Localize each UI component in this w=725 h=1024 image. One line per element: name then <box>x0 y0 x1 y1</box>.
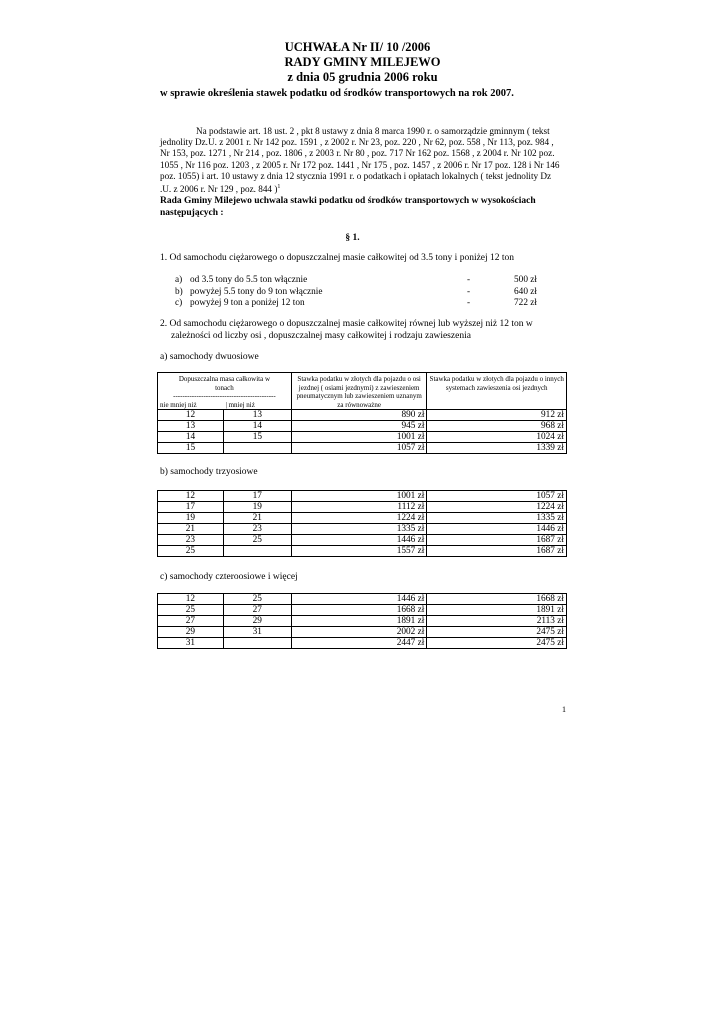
cell-max: 29 <box>223 616 291 627</box>
legal-basis <box>160 126 560 195</box>
header-dashes: -------------------------------------------- <box>173 392 276 400</box>
header-max: | mniej niż <box>223 401 291 410</box>
list-item <box>175 287 540 299</box>
point-2-line-2: zależności od liczby osi , dopuszczalnej masy całkowitej i rodzaju zawieszenia <box>171 330 471 341</box>
cell-min: 12 <box>158 594 224 605</box>
table-row <box>158 605 567 616</box>
cell-min: 27 <box>158 616 224 627</box>
cell-max <box>223 546 291 557</box>
cell-max <box>223 638 291 649</box>
list-item <box>175 298 540 310</box>
table-row <box>158 594 567 605</box>
council-name: RADY GMINY MILEJEWO <box>284 55 441 69</box>
table-row <box>158 432 567 443</box>
cell-max <box>223 443 291 454</box>
resolution-date: z dnia 05 grudnia 2006 roku <box>287 70 438 84</box>
cell-rate-pneumatic: 1001 zł <box>291 491 427 502</box>
cell-rate-pneumatic: 1112 zł <box>291 502 427 513</box>
cell-rate-pneumatic: 1668 zł <box>291 605 427 616</box>
cell-min: 21 <box>158 524 224 535</box>
point-1-list <box>175 275 540 310</box>
cell-rate-other: 2475 zł <box>427 627 567 638</box>
cell-rate-other: 1057 zł <box>427 491 567 502</box>
header-pneumatic-rate: Stawka podatku w złotych dla pojazdu o osi jezdnej ( osiami jezdnymi) z zawieszeniem pneumatycznym lub zawieszeniem uznanym za równoważne <box>291 373 427 410</box>
cell-rate-other: 1687 zł <box>427 546 567 557</box>
cell-min: 15 <box>158 443 224 454</box>
cell-max: 31 <box>223 627 291 638</box>
cell-max: 19 <box>223 502 291 513</box>
cell-min: 12 <box>158 491 224 502</box>
table-row <box>158 410 567 421</box>
cell-rate-other: 1687 zł <box>427 535 567 546</box>
list-item-mark: c) <box>175 298 183 308</box>
table-row <box>158 638 567 649</box>
cell-max: 21 <box>223 513 291 524</box>
cell-min: 14 <box>158 432 224 443</box>
table-four-axle <box>157 593 567 649</box>
cell-min: 19 <box>158 513 224 524</box>
cell-min: 12 <box>158 410 224 421</box>
table-row <box>158 491 567 502</box>
table-row <box>158 443 567 454</box>
cell-rate-pneumatic: 1891 zł <box>291 616 427 627</box>
cell-min: 25 <box>158 605 224 616</box>
cell-rate-pneumatic: 945 zł <box>291 421 427 432</box>
list-item-mark: b) <box>175 286 183 297</box>
cell-min: 31 <box>158 638 224 649</box>
table-row <box>158 421 567 432</box>
list-item-dash: - <box>467 298 471 308</box>
legal-basis-text: Na podstawie art. 18 ust. 2 , pkt 8 ustawy z dnia 8 marca 1990 r. o samorządzie gminnym ( tekst jednolity Dz.U. z 2001 r. Nr 142 poz. 1591 , z 2002 r. Nr 23, poz. 220 , Nr 62, poz. 558 , Nr 113, poz. 984 , Nr 153, poz. 1271 , Nr 214 , poz. 1806 , z 2003 r. Nr 80 , poz. 717 Nr 162 poz. 1568 , z 2004 r. Nr 102 poz. 1055 , Nr 116 poz. 1203 , z 2005 r. Nr 172 poz. 1441 , Nr 175 , poz. 1457 , z 2006 r. Nr 17 poz. 128 i Nr 146 poz. 1055) i art. 10 ustawy z dnia 12 stycznia 1991 r. o podatkach i opłatach lokalnych ( tekst jednolity Dz .U. z 2006 r. Nr 129 , poz. 844 ) <box>160 126 560 195</box>
cell-min: 29 <box>158 627 224 638</box>
cell-max: 27 <box>223 605 291 616</box>
cell-rate-pneumatic: 2002 zł <box>291 627 427 638</box>
table-row <box>158 535 567 546</box>
cell-rate-other: 1224 zł <box>427 502 567 513</box>
cell-max: 17 <box>223 491 291 502</box>
header-other-rate: Stawka podatku w złotych dla pojazdu o innych systemach zawieszenia osi jezdnych <box>427 373 567 410</box>
table-row <box>158 616 567 627</box>
cell-min: 13 <box>158 421 224 432</box>
point-1-text: 1. Od samochodu ciężarowego o dopuszczalnej masie całkowitej od 3.5 tony i poniżej 12 ton <box>160 253 515 263</box>
cell-max: 14 <box>223 421 291 432</box>
cell-rate-pneumatic: 1557 zł <box>291 546 427 557</box>
resolution-subject: w sprawie określenia stawek podatku od środków transportowych na rok 2007. <box>160 88 514 99</box>
resolution-header <box>0 40 725 85</box>
list-item-amount: 500 zł <box>514 275 537 285</box>
cell-rate-other: 1891 zł <box>427 605 567 616</box>
cell-rate-other: 1668 zł <box>427 594 567 605</box>
table-row <box>158 524 567 535</box>
table-two-axle <box>157 372 567 454</box>
list-item-text: powyżej 9 ton a poniżej 12 ton <box>190 298 305 308</box>
cell-max: 25 <box>223 535 291 546</box>
cell-rate-other: 968 zł <box>427 421 567 432</box>
table-row <box>158 546 567 557</box>
cell-rate-other: 912 zł <box>427 410 567 421</box>
cell-min: 17 <box>158 502 224 513</box>
list-item-amount: 722 zł <box>514 298 537 308</box>
list-item-amount: 640 zł <box>514 286 537 297</box>
cell-max: 25 <box>223 594 291 605</box>
cell-rate-pneumatic: 1224 zł <box>291 513 427 524</box>
header-mass <box>158 373 292 401</box>
cell-min: 25 <box>158 546 224 557</box>
cell-rate-other: 1446 zł <box>427 524 567 535</box>
table-row <box>158 627 567 638</box>
list-item-text: od 3.5 tony do 5.5 ton włącznie <box>190 275 308 285</box>
list-item-dash: - <box>467 286 471 297</box>
table-c-caption: c) samochody czteroosiowe i więcej <box>160 572 298 582</box>
cell-max: 23 <box>223 524 291 535</box>
page-number: 1 <box>562 705 566 714</box>
header-mass-label: Dopuszczalna masa całkowita w tonach <box>178 375 271 392</box>
cell-rate-other: 1339 zł <box>427 443 567 454</box>
cell-rate-other: 1335 zł <box>427 513 567 524</box>
cell-rate-other: 2475 zł <box>427 638 567 649</box>
footnote-mark: 1 <box>277 184 281 191</box>
point-2-text <box>160 319 560 342</box>
list-item-text: powyżej 5.5 tony do 9 ton włącznie <box>190 286 323 297</box>
header-min: nie mniej niż <box>158 401 224 410</box>
list-item-mark: a) <box>175 275 183 285</box>
section-heading: § 1. <box>345 233 360 243</box>
cell-rate-pneumatic: 1057 zł <box>291 443 427 454</box>
table-a-caption: a) samochody dwuosiowe <box>160 352 259 362</box>
cell-min: 23 <box>158 535 224 546</box>
cell-rate-pneumatic: 1001 zł <box>291 432 427 443</box>
resolution-number: UCHWAŁA Nr II/ 10 /2006 <box>284 40 431 54</box>
cell-max: 15 <box>223 432 291 443</box>
point-2-line-1: 2. Od samochodu ciężarowego o dopuszczalnej masie całkowitej równej lub wyższej niż 12 ton w <box>160 319 533 329</box>
cell-rate-pneumatic: 2447 zł <box>291 638 427 649</box>
cell-rate-other: 2113 zł <box>427 616 567 627</box>
cell-rate-pneumatic: 1335 zł <box>291 524 427 535</box>
table-row <box>158 502 567 513</box>
table-three-axle <box>157 490 567 557</box>
cell-rate-other: 1024 zł <box>427 432 567 443</box>
list-item <box>175 275 540 287</box>
cell-rate-pneumatic: 1446 zł <box>291 535 427 546</box>
list-item-dash: - <box>467 275 471 285</box>
table-b-caption: b) samochody trzyosiowe <box>160 467 258 477</box>
table-row <box>158 513 567 524</box>
cell-rate-pneumatic: 890 zł <box>291 410 427 421</box>
council-decision: Rada Gminy Milejewo uchwala stawki podatku od środków transportowych w wysokościach następujących : <box>160 196 536 218</box>
header-max-label: mniej niż <box>228 400 255 409</box>
cell-rate-pneumatic: 1446 zł <box>291 594 427 605</box>
cell-max: 13 <box>223 410 291 421</box>
